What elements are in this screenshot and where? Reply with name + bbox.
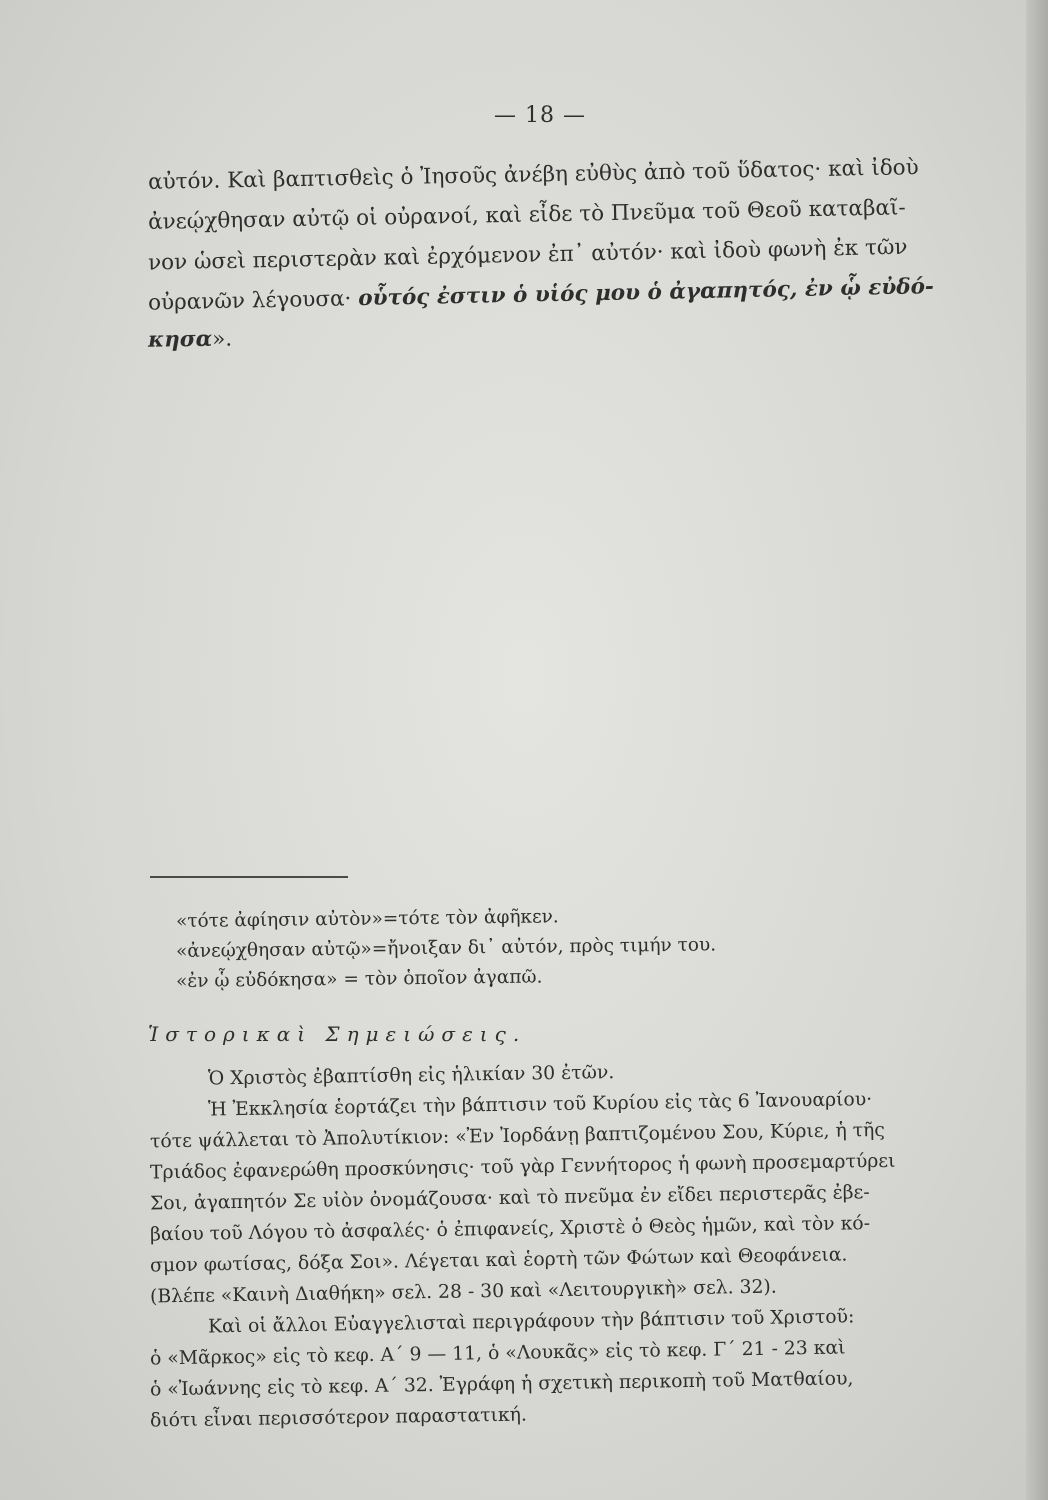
- notes-line: Σοι, ἀγαπητόν Σε υἱὸν ὀνομάζουσα· καὶ τὸ πνεῦμα ἐν εἴδει περιστερᾶς ἐβε-: [149, 1182, 870, 1215]
- page-number: — 18 —: [494, 103, 586, 128]
- notes-line: Καὶ οἱ ἄλλοι Εὐαγγελισταὶ περιγράφουν τὴν βάπτισιν τοῦ Χριστοῦ:: [207, 1306, 855, 1338]
- main-text-line: αὐτόν. Καὶ βαπτισθεὶς ὁ Ἰησοῦς ἀνέβη εὐθὺς ἀπὸ τοῦ ὕδατος· καὶ ἰδοὺ: [147, 155, 919, 195]
- notes-line: Τριάδος ἐφανερώθη προσκύνησις· τοῦ γὰρ Γεννήτορος ἡ φωνὴ προσεμαρτύρει: [149, 1150, 896, 1184]
- notes-line: σμον φωτίσας, δόξα Σοι». Λέγεται καὶ ἑορτὴ τῶν Φώτων καὶ Θεοφάνεια.: [149, 1244, 848, 1277]
- notes-line: Ἡ Ἐκκλησία ἑορτάζει τὴν βάπτισιν τοῦ Κυρίου εἰς τὰς 6 Ἰανουαρίου·: [207, 1089, 873, 1121]
- main-text-tail: ».: [212, 326, 233, 352]
- main-text-line: νον ὡσεὶ περιστερὰν καὶ ἐρχόμενον ἐπ᾽ αὐτόν· καὶ ἰδοὺ φωνὴ ἐκ τῶν: [147, 234, 908, 276]
- footnote: «τότε ἀφίησιν αὐτὸν»=τότε τὸν ἀφῆκεν.: [175, 906, 559, 933]
- main-text-emphasis: οὗτός ἐστιν ὁ υἱός μου ὁ ἀγαπητός, ἐν ᾧ εὐδό-: [357, 274, 935, 312]
- footnote: «ἐν ᾧ εὐδόκησα» = τὸν ὁποῖον ἀγαπῶ.: [175, 966, 543, 993]
- notes-line: Ὁ Χριστὸς ἐβαπτίσθη εἰς ἡλικίαν 30 ἐτῶν.: [207, 1062, 615, 1090]
- footnote: «ἀνεῴχθησαν αὐτῷ»=ἤνοιξαν δι᾽ αὐτόν, πρὸς τιμήν του.: [175, 934, 717, 963]
- main-text-line: ἀνεῴχθησαν αὐτῷ οἱ οὐρανοί, καὶ εἶδε τὸ Πνεῦμα τοῦ Θεοῦ καταβαῖ-: [147, 195, 906, 235]
- notes-line: βαίου τοῦ Λόγου τὸ ἀσφαλές· ὁ ἐπιφανείς, Χριστὲ ὁ Θεὸς ἡμῶν, καὶ τὸν κό-: [149, 1213, 871, 1246]
- footnotes: [176, 902, 996, 992]
- historical-notes: [150, 1058, 970, 1430]
- main-text: [148, 155, 968, 355]
- notes-line: τότε ψάλλεται τὸ Ἀπολυτίκιον: «Ἐν Ἰορδάνῃ βαπτιζομένου Σου, Κύριε, ἡ τῆς: [149, 1119, 886, 1153]
- notes-line: ὁ «Ἰωάννης εἰς τὸ κεφ. Α´ 32. Ἐγράφη ἡ σχετικὴ περικοπὴ τοῦ Ματθαίου,: [149, 1368, 854, 1401]
- main-text-emphasis: κησα: [147, 326, 213, 353]
- main-text-plain: οὐρανῶν λέγουσα·: [147, 286, 352, 316]
- notes-line: ὁ «Μᾶρκος» εἰς τὸ κεφ. Α´ 9 — 11, ὁ «Λουκᾶς» εἰς τὸ κεφ. Γ´ 21 - 23 καὶ: [149, 1337, 846, 1370]
- footnote-divider: [150, 876, 348, 878]
- notes-line: (Βλέπε «Καινὴ Διαθήκη» σελ. 28 - 30 καὶ «Λειτουργικὴ» σελ. 32).: [149, 1276, 777, 1308]
- notes-heading: Ἱστορικαὶ Σημειώσεις.: [148, 1022, 527, 1046]
- page-spine-shadow: [1026, 0, 1048, 1500]
- notes-line: διότι εἶναι περισσότερον παραστατική.: [149, 1404, 528, 1432]
